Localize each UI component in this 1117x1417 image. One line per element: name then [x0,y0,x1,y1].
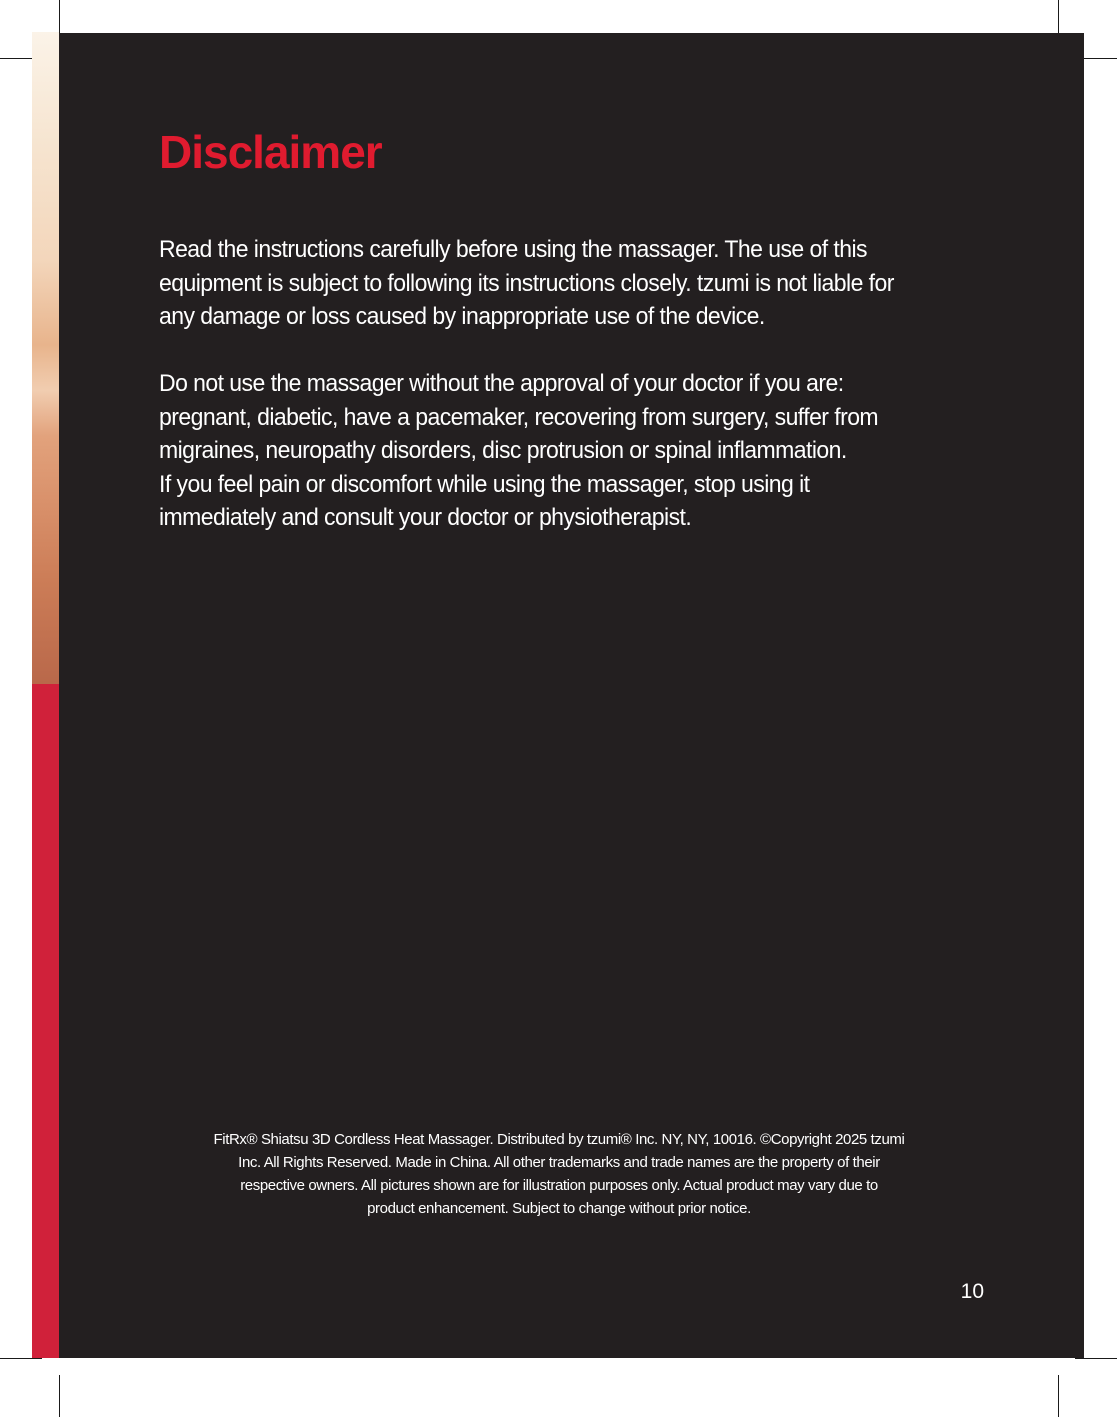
manual-page [59,33,1084,1358]
crop-mark [1058,1375,1059,1417]
crop-mark [0,1358,42,1359]
crop-mark [59,1375,60,1417]
accent-red-band [32,684,59,1358]
disclaimer-paragraph-medical: Do not use the massager without the approval of your doctor if you are: pregnant, diabetic, have a pacemaker, recovering from surgery, suffer from migraines, neuropathy disorders, disc protrusion or spinal inflammation. If you feel pain or discomfort while using the massager, stop using it immediately and consult your doctor or physiotherapist. [159,370,879,531]
page-title: Disclaimer [159,126,382,178]
legal-footer: FitRx® Shiatsu 3D Cordless Heat Massager. Distributed by tzumi® Inc. NY, NY, 10016. ©Copyright 2025 tzumi Inc. All Rights Reserved. Made in China. All other trademarks and trade names are the property of their respective owners. All pictures shown are for illustration purposes only. Actual product may vary due to product enhancement. Subject to change without prior notice. [213,1131,905,1217]
crop-mark [1075,1358,1117,1359]
bleed-photo-strip [32,32,59,684]
page-number: 10 [960,1280,984,1303]
disclaimer-paragraph-instructions: Read the instructions carefully before using the massager. The use of this equipment is subject to following its instructions closely. tzumi is not liable for any damage or loss caused by inappropriate use of the device. [159,236,894,330]
